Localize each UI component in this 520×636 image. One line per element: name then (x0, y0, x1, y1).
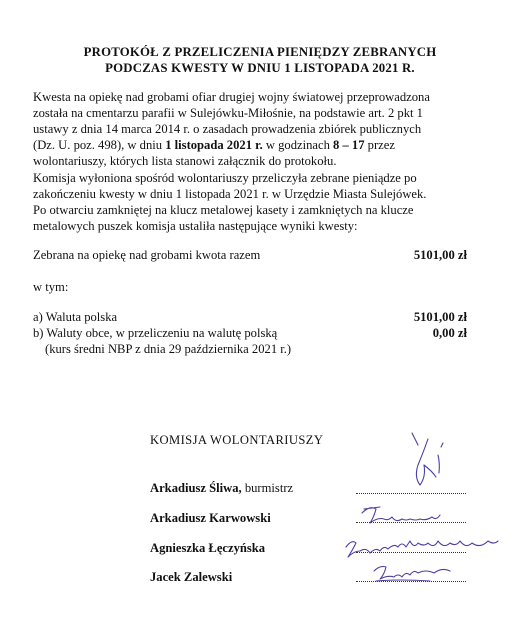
counting-line: metalowych puszek komisja ustaliła następujące wyniki kwesty: (33, 219, 358, 233)
counting-line: Komisja wyłoniona spośród wolontariuszy przeliczyła zebrane pieniądze po (33, 171, 417, 185)
intro-paragraph (33, 89, 486, 169)
member-name-text: Jacek Zalewski (150, 570, 233, 584)
member-name (150, 480, 293, 496)
item-amount: 0,00 zł (432, 326, 467, 340)
intro-text: przez (364, 138, 395, 152)
item-row (33, 309, 467, 325)
member-name-text: Agnieszka Łęczyńska (150, 541, 266, 555)
item-label: b) Waluty obce, w przeliczeniu na walutę polską (33, 326, 278, 340)
counting-paragraph (33, 170, 486, 234)
document-title-line-2: PODCZAS KWESTY W DNIU 1 LISTOPADA 2021 R. (105, 61, 415, 75)
rate-note: (kurs średni NBP z dnia 29 października 2021 r.) (45, 342, 292, 356)
counting-line: zakończeniu kwesty w dniu 1 listopada 2021 r. w Urzędzie Miasta Sulejówek. (33, 187, 427, 201)
member-name (150, 540, 265, 556)
kwesta-hours: 8 – 17 (333, 138, 365, 152)
intro-text: w godzinach (262, 138, 334, 152)
document-title-line-1: PROTOKÓŁ Z PRZELICZENIA PIENIĘDZY ZEBRANYCH (83, 45, 437, 59)
kwesta-date: 1 listopada 2021 r. (165, 138, 263, 152)
intro-line: Kwesta na opiekę nad grobami ofiar drugiej wojny światowej przeprowadzona (33, 90, 430, 104)
signature-1 (412, 433, 443, 485)
item-row (33, 325, 467, 341)
total-label: Zebrana na opiekę nad grobami kwota razem (33, 248, 261, 262)
member-name (150, 510, 271, 526)
item-label: a) Waluta polska (33, 310, 118, 324)
total-amount: 5101,00 zł (413, 248, 467, 262)
intro-line: wolontariuszy, których lista stanowi załącznik do protokołu. (33, 154, 337, 168)
member-name-text: Arkadiusz Karwowski (150, 511, 271, 525)
signature-2 (362, 507, 440, 523)
handwritten-signatures (340, 425, 520, 600)
total-row (33, 247, 467, 263)
signature-4 (374, 567, 450, 582)
rate-note-row (33, 341, 467, 357)
intro-line: została na cmentarzu parafii w Sulejówku-Miłośnie, na podstawie art. 2 pkt 1 (33, 106, 423, 120)
intro-line (33, 137, 486, 153)
intro-line: ustawy z dnia 14 marca 2014 r. o zasadach prowadzenia zbiórek publicznych (33, 122, 422, 136)
counting-line: Po otwarciu zamkniętej na klucz metalowej kasety i zamkniętych na klucze (33, 203, 414, 217)
commission-heading: KOMISJA WOLONTARIUSZY (150, 433, 324, 447)
intro-text: (Dz. U. poz. 498), w dniu (33, 138, 166, 152)
item-amount: 5101,00 zł (413, 310, 467, 324)
member-role: burmistrz (241, 481, 294, 495)
member-name-text: Arkadiusz Śliwa, (150, 481, 242, 495)
member-name (150, 569, 232, 585)
breakdown-intro: w tym: (33, 280, 69, 294)
signature-3 (346, 541, 498, 557)
